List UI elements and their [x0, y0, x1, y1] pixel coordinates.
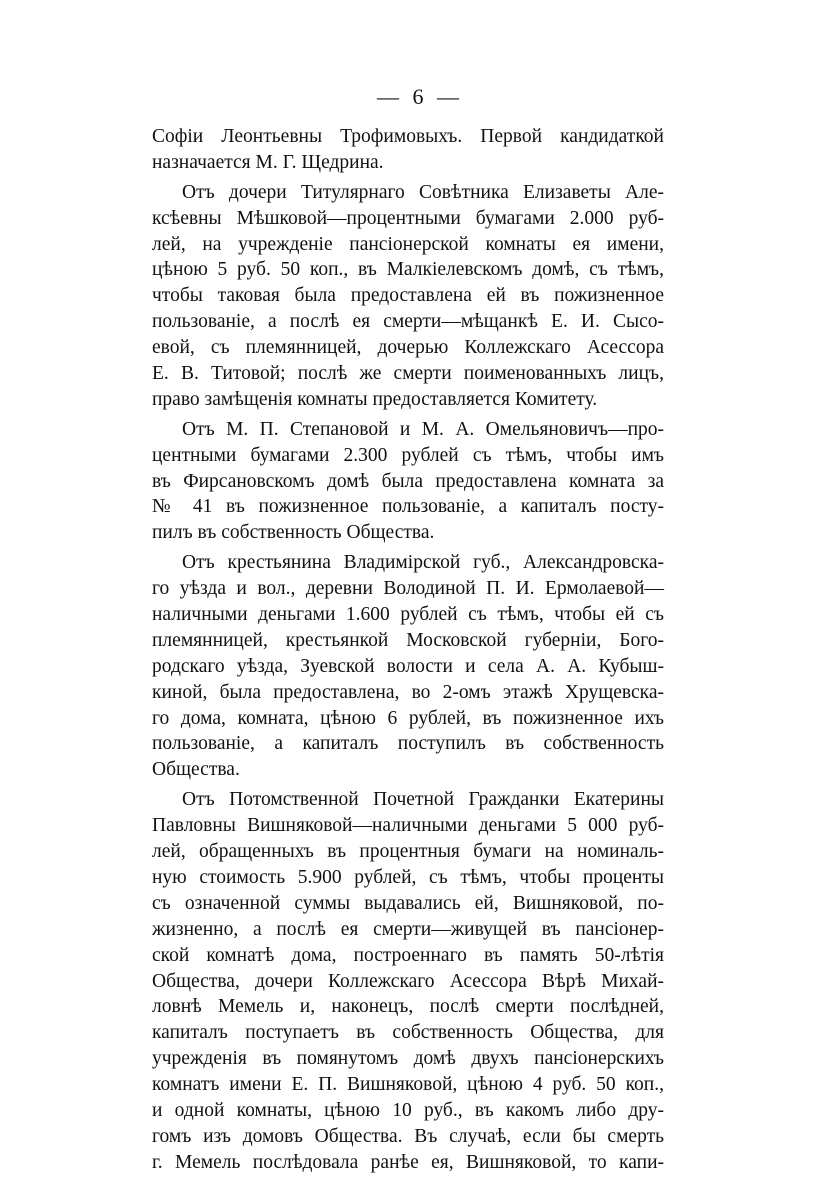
text-line: № 41 въ пожизненное пользованіе, а капиталъ посту-: [152, 496, 664, 518]
text-line: Отъ крестьянина Владимірской губ., Александровска-: [182, 552, 664, 574]
text-line: пилъ въ собственность Общества.: [152, 522, 435, 544]
text-line: пользованіе, а послѣ ея смерти—мѣщанкѣ Е. И. Сысо-: [152, 311, 664, 333]
text-line: право замѣщенія комнаты предоставляется Комитету.: [152, 388, 598, 410]
text-line: лей, обращенныхъ въ процентныя бумаги на номиналь-: [152, 841, 664, 863]
text-line: ловнѣ Мемель и, наконецъ, послѣ смерти послѣдней,: [152, 996, 664, 1018]
text-line: евой, съ племянницей, дочерью Коллежскаго Асессора: [152, 337, 664, 359]
text-line: жизненно, а послѣ ея смерти—живущей въ пансіонер-: [152, 918, 664, 940]
text-line: родскаго уѣзда, Зуевской волости и села А. А. Кубыш-: [152, 655, 664, 677]
text-line: центными бумагами 2.300 рублей съ тѣмъ, чтобы имъ: [152, 444, 664, 466]
text-line: Общества.: [152, 759, 240, 781]
text-line: Отъ М. П. Степановой и М. А. Омельяновичъ—про-: [182, 418, 664, 440]
text-line: го дома, комната, цѣною 6 рублей, въ пожизненное ихъ: [152, 707, 664, 729]
text-line: племянницей, крестьянкой Московской губерніи, Бого-: [152, 629, 664, 651]
text-line: комнатъ имени Е. П. Вишняковой, цѣною 4 руб. 50 коп.,: [152, 1074, 664, 1096]
text-line: Отъ дочери Титулярнаго Совѣтника Елизаветы Але-: [182, 181, 664, 203]
text-line: назначается М. Г. Щедрина.: [152, 151, 384, 173]
text-line: гомъ изъ домовъ Общества. Въ случаѣ, если бы смерть: [152, 1125, 664, 1147]
text-line: чтобы таковая была предоставлена ей въ пожизненное: [152, 285, 664, 307]
body-text: [152, 124, 664, 1176]
text-line: Общества, дочери Коллежскаго Асессора Вѣрѣ Михай-: [152, 970, 664, 992]
text-line: Е. В. Титовой; послѣ же смерти поименованныхъ лицъ,: [152, 363, 664, 385]
text-line: учрежденія въ помянутомъ домѣ двухъ пансіонерскихъ: [152, 1048, 664, 1070]
text-line: киной, была предоставлена, во 2-омъ этажѣ Хрущевска-: [152, 681, 664, 703]
text-line: Павловны Вишняковой—наличными деньгами 5 000 руб-: [152, 815, 664, 837]
text-line: въ Фирсановскомъ домѣ была предоставлена комната за: [152, 470, 664, 492]
text-line: ской комнатѣ дома, построеннаго въ память 50-лѣтія: [152, 944, 664, 966]
text-line: г. Мемель послѣдовала ранѣе ея, Вишняковой, то капи-: [152, 1151, 664, 1173]
text-line: ксѣевны Мѣшковой—процентными бумагами 2.000 руб-: [152, 207, 664, 229]
text-line: лей, на учрежденіе пансіонерской комнаты ея имени,: [152, 233, 664, 255]
text-line: капиталъ поступаетъ въ собственность Общества, для: [152, 1022, 664, 1044]
text-line: Софіи Леонтьевны Трофимовыхъ. Первой кандидаткой: [152, 126, 664, 147]
text-line: Отъ Потомственной Почетной Гражданки Екатерины: [182, 789, 664, 811]
text-line: пользованіе, а капиталъ поступилъ въ собственность: [152, 733, 664, 755]
text-line: и одной комнаты, цѣною 10 руб., въ какомъ либо дру-: [152, 1099, 664, 1121]
text-line: съ означенной суммы выдавались ей, Вишняковой, по-: [152, 892, 664, 914]
text-line: ную стоимость 5.900 рублей, съ тѣмъ, чтобы проценты: [152, 866, 664, 888]
page-number: — 6 —: [377, 84, 463, 109]
text-line: цѣною 5 руб. 50 коп., въ Малкіелевскомъ домѣ, съ тѣмъ,: [152, 259, 664, 281]
text-line: наличными деньгами 1.600 рублей съ тѣмъ, чтобы ей съ: [152, 604, 664, 626]
text-line: го уѣзда и вол., деревни Володиной П. И. Ермолаевой—: [152, 578, 664, 600]
